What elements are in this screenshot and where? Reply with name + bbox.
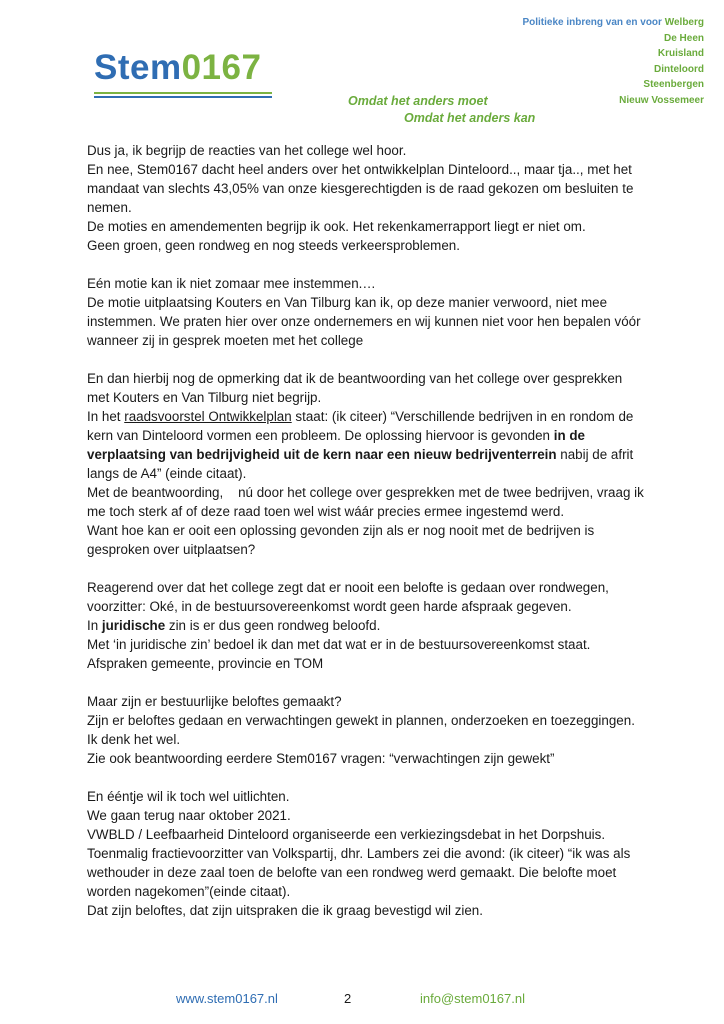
- paragraph-line: VWBLD / Leefbaarheid Dinteloord organiseerde een verkiezingsdebat in het Dorpshuis.: [87, 827, 606, 842]
- paragraph-line: En ééntje wil ik toch wel uitlichten.: [87, 789, 290, 804]
- paragraph-line: We gaan terug naar oktober 2021.: [87, 808, 291, 823]
- paragraph-line: Zijn er beloftes gedaan en verwachtingen gewekt in plannen, onderzoeken en toezeggingen.: [87, 713, 635, 728]
- logo: [94, 48, 272, 98]
- place-welberg: Welberg: [664, 17, 704, 28]
- paragraph-line: Maar zijn er bestuurlijke beloftes gemaakt?: [87, 694, 342, 709]
- paragraph-line: Zie ook beantwoording eerdere Stem0167 vragen: “verwachtingen zijn gewekt”: [87, 751, 555, 766]
- paragraph-line: Dat zijn beloftes, dat zijn uitspraken die ik graag bevestigd wil zien.: [87, 903, 483, 918]
- paragraph-line: De moties en amendementen begrijp ik ook. Het rekenkamerrapport liegt er niet om.: [87, 219, 586, 234]
- footer-website-link[interactable]: www.stem0167.nl: [176, 991, 278, 1006]
- footer-email-link[interactable]: info@stem0167.nl: [420, 991, 525, 1006]
- place-de-heen: De Heen: [663, 32, 704, 44]
- tagline-2: Omdat het anders kan: [404, 111, 536, 125]
- paragraph-line: Met ‘in juridische zin’ bedoel ik dan met dat wat er in de bestuursovereenkomst staat.: [87, 637, 591, 652]
- page-number: 2: [344, 991, 352, 1006]
- place-steenbergen: Steenbergen: [643, 79, 704, 90]
- places-intro: Politieke inbreng van en voor: [522, 17, 662, 28]
- paragraph-line: Reagerend over dat het college zegt dat er nooit een belofte is gedaan over rondwegen, voorzitter: Oké, in de bestuursovereenkomst wordt geen harde afspraak gegeven.: [87, 580, 609, 614]
- paragraph-line: In het raadsvoorstel Ontwikkelplan staat: (ik citeer) “Verschillende bedrijven in en rondom de kern van Dinteloord vormen een probleem. De oplossing hiervoor is gevonden in de verplaatsing van bedrijvigheid uit de kern naar een nieuw bedrijventerrein nabij de afrit langs de A4” (einde citaat).: [87, 409, 634, 481]
- paragraph-line: Eén motie kan ik niet zomaar mee instemmen.…: [87, 276, 376, 291]
- logo-underline: [94, 92, 272, 98]
- place-nieuw-vossemeer: Nieuw Vossemeer: [619, 94, 704, 106]
- paragraph-line: Met de beantwoording, nú door het college over gesprekken met de twee bedrijven, vraag ik me toch sterk af of deze raad toen wel wist wáár precies ermee ingestemd werd.: [87, 485, 648, 519]
- paragraph-line: Geen groen, geen rondweg en nog steeds verkeersproblemen.: [87, 238, 460, 253]
- bold-word: juridische: [101, 618, 166, 633]
- logo-text: [94, 48, 272, 88]
- place-kruisland: Kruisland: [657, 48, 704, 59]
- logo-stem: Stem: [94, 48, 182, 87]
- tagline-1: Omdat het anders moet: [348, 94, 488, 108]
- document-body: [87, 141, 647, 920]
- raadsvoorstel-link[interactable]: raadsvoorstel Ontwikkelplan: [124, 409, 292, 424]
- paragraph-line: De motie uitplaatsing Kouters en Van Tilburg kan ik, op deze manier verwoord, niet mee instemmen. We praten hier over onze ondernemers en wij kunnen niet voor hen bepalen vóór wanneer zij in gesprek moeten met het college: [87, 295, 641, 348]
- paragraph-line: Dus ja, ik begrijp de reacties van het college wel hoor.: [87, 143, 407, 158]
- paragraph-line: Want hoe kan er ooit een oplossing gevonden zijn als er nog nooit met de bedrijven is gesproken over uitplaatsen?: [87, 523, 595, 557]
- paragraph-line: In juridische zin is er dus geen rondweg beloofd.: [87, 618, 381, 633]
- paragraph-line: Toenmalig fractievoorzitter van Volkspartij, dhr. Lambers zei die avond: (ik citeer) “ik was als wethouder in deze zaal toen de belofte van een rondweg werd gemaakt. Die belofte moet worden nagekomen”(einde citaat).: [87, 846, 631, 899]
- place-dinteloord: Dinteloord: [654, 63, 704, 75]
- paragraph-line: Afspraken gemeente, provincie en TOM: [87, 656, 324, 671]
- paragraph-line: En nee, Stem0167 dacht heel anders over het ontwikkelplan Dinteloord.., maar tja.., met het mandaat van slechts 43,05% van onze kiesgerechtigden is de raad gekozen om besluiten te nemen.: [87, 162, 634, 215]
- logo-number: 0167: [181, 48, 262, 87]
- places-list: [522, 15, 704, 108]
- bold-phrase: in de verplaatsing van bedrijvigheid uit de kern naar een nieuw bedrijventerrein: [87, 428, 585, 462]
- paragraph-line: En dan hierbij nog de opmerking dat ik de beantwoording van het college over gesprekken met Kouters en Van Tilburg niet begrijp.: [87, 371, 623, 405]
- paragraph-line: Ik denk het wel.: [87, 732, 181, 747]
